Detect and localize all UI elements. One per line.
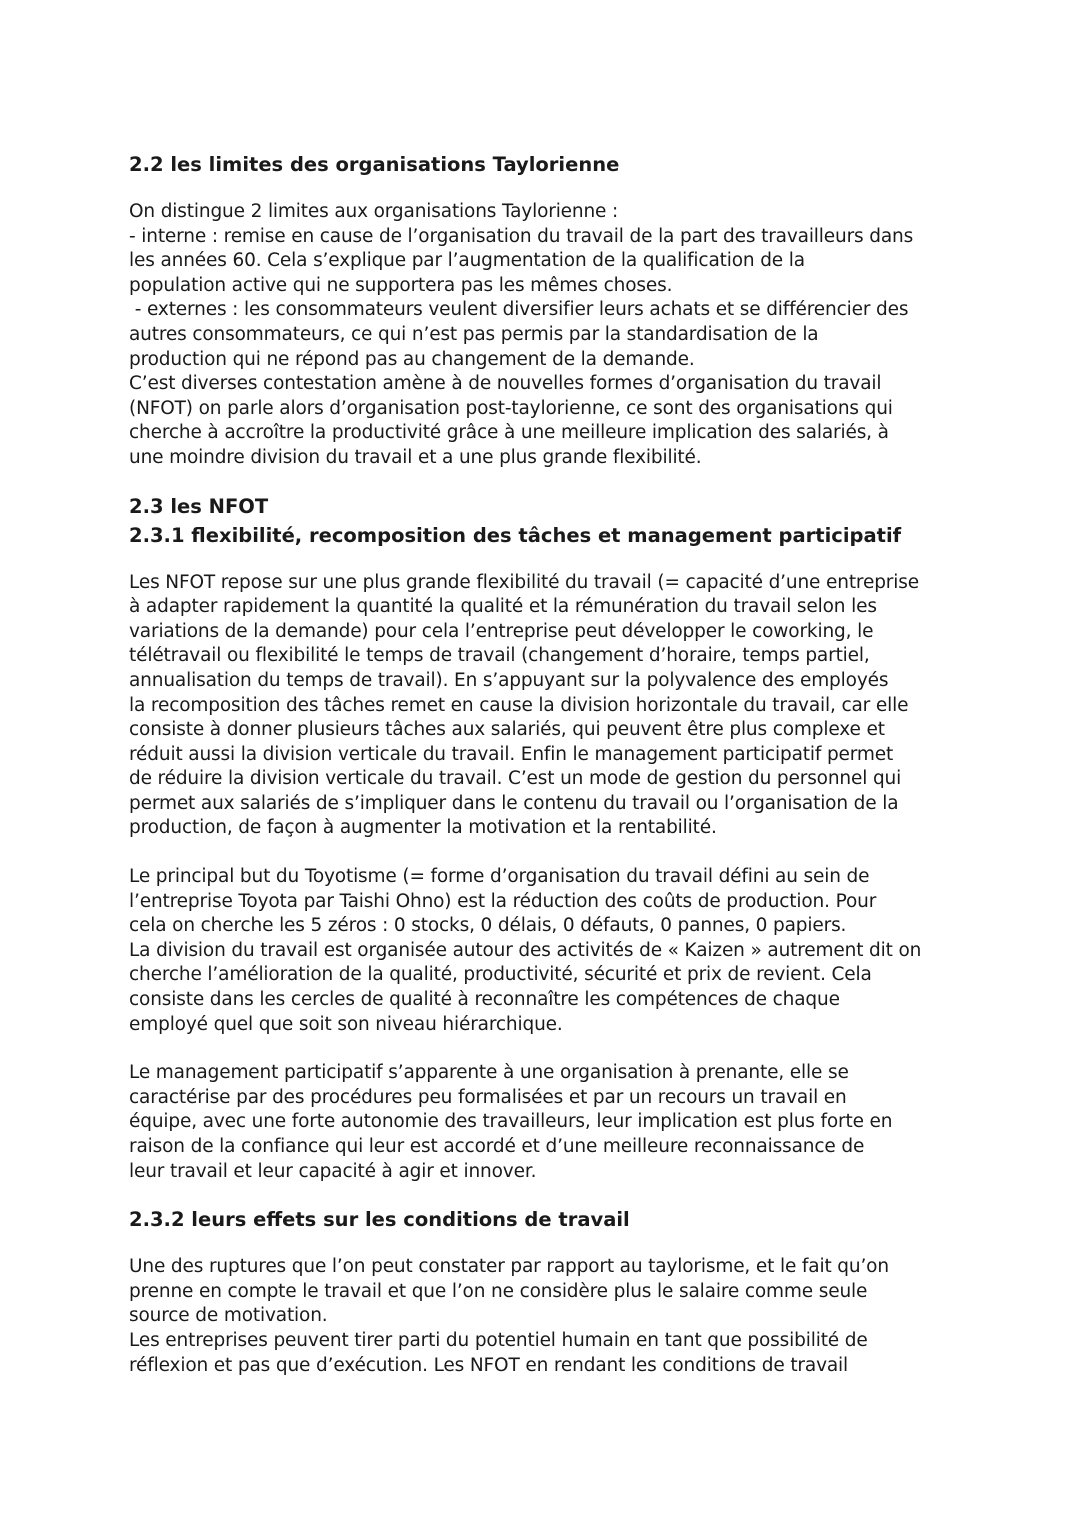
section-heading-2-3: 2.3 les NFOT [129,494,269,518]
paragraph-limits [129,200,959,471]
paragraph-participative-management [129,1061,959,1184]
text-line: à adapter rapidement la quantité la qualité et la rémunération du travail selon les [129,596,877,618]
text-line: population active qui ne supportera pas les mêmes choses. [129,274,673,296]
text-line: de réduire la division verticale du travail. C’est un mode de gestion du personnel qui [129,768,902,790]
text-line: Les entreprises peuvent tirer parti du potentiel humain en tant que possibilité de [129,1329,868,1351]
text-line: cherche l’amélioration de la qualité, productivité, sécurité et prix de revient. Cela [129,964,872,986]
subsection-heading-2-3-1: 2.3.1 flexibilité, recomposition des tâches et management participatif [129,523,902,547]
text-line: Le principal but du Toyotisme (= forme d’organisation du travail défini au sein de [129,866,870,888]
paragraph-toyotism [129,865,959,1037]
text-line: On distingue 2 limites aux organisations Taylorienne : [129,201,619,222]
text-line: Une des ruptures que l’on peut constater par rapport au taylorisme, et le fait qu’on [129,1256,889,1278]
text-line: - externes : les consommateurs veulent diversifier leurs achats et se différencier des [129,299,909,321]
text-line: raison de la confiance qui leur est accordé et d’une meilleure reconnaissance de [129,1136,865,1157]
text-line: consiste dans les cercles de qualité à reconnaître les compétences de chaque [129,989,840,1011]
paragraph-flexibility [129,571,959,842]
text-line: Le management participatif s’apparente à une organisation à prenante, elle se [129,1062,849,1084]
text-line: l’entreprise Toyota par Taishi Ohno) est la réduction des coûts de production. Pour [129,890,877,912]
text-line: réduit aussi la division verticale du travail. Enfin le management participatif permet [129,743,894,765]
text-line: consiste à donner plusieurs tâches aux salariés, qui peuvent être plus complexe et [129,719,885,741]
paragraph-working-conditions [129,1255,959,1378]
text-line: source de motivation. [129,1305,328,1327]
text-line: caractérise par des procédures peu formalisées et par un recours un travail en [129,1086,847,1108]
text-line: (NFOT) on parle alors d’organisation post-taylorienne, ce sont des organisations qui [129,397,893,419]
subsection-heading-2-3-2: 2.3.2 leurs effets sur les conditions de travail [129,1208,630,1232]
document-page [129,150,959,1378]
text-line: la recomposition des tâches remet en cause la division horizontale du travail, car elle [129,694,909,716]
text-line: équipe, avec une forte autonomie des travailleurs, leur implication est plus forte en [129,1111,893,1133]
text-line: télétravail ou flexibilité le temps de travail (changement d’horaire, temps partiel, [129,645,870,667]
text-line: annualisation du temps de travail). En s’appuyant sur la polyvalence des employés [129,669,889,691]
text-line: C’est diverses contestation amène à de nouvelles formes d’organisation du travail [129,373,882,395]
text-line: une moindre division du travail et a une plus grande flexibilité. [129,446,702,468]
text-line: les années 60. Cela s’explique par l’augmentation de la qualification de la [129,250,805,272]
text-line: Les NFOT repose sur une plus grande flexibilité du travail (= capacité d’une entreprise [129,571,919,593]
text-line: variations de la demande) pour cela l’entreprise peut développer le coworking, le [129,620,874,642]
text-line: permet aux salariés de s’impliquer dans le contenu du travail ou l’organisation de la [129,792,899,814]
text-line: leur travail et leur capacité à agir et innover. [129,1160,537,1182]
text-line: réflexion et pas que d’exécution. Les NFOT en rendant les conditions de travail [129,1354,849,1376]
text-line: employé quel que soit son niveau hiérarchique. [129,1013,563,1035]
text-line: prenne en compte le travail et que l’on ne considère plus le salaire comme seule [129,1280,868,1302]
section-heading-2-2: 2.2 les limites des organisations Taylorienne [129,153,620,176]
text-line: production, de façon à augmenter la motivation et la rentabilité. [129,817,717,839]
text-line: cela on cherche les 5 zéros : 0 stocks, 0 délais, 0 défauts, 0 pannes, 0 papiers. [129,915,847,937]
text-line: cherche à accroître la productivité grâce à une meilleure implication des salariés, à [129,422,889,444]
text-line: production qui ne répond pas au changement de la demande. [129,348,695,370]
text-line: La division du travail est organisée autour des activités de « Kaizen » autrement dit on [129,939,922,961]
text-line: - interne : remise en cause de l’organisation du travail de la part des travailleurs dans [129,225,914,247]
text-line: autres consommateurs, ce qui n’est pas permis par la standardisation de la [129,323,819,345]
